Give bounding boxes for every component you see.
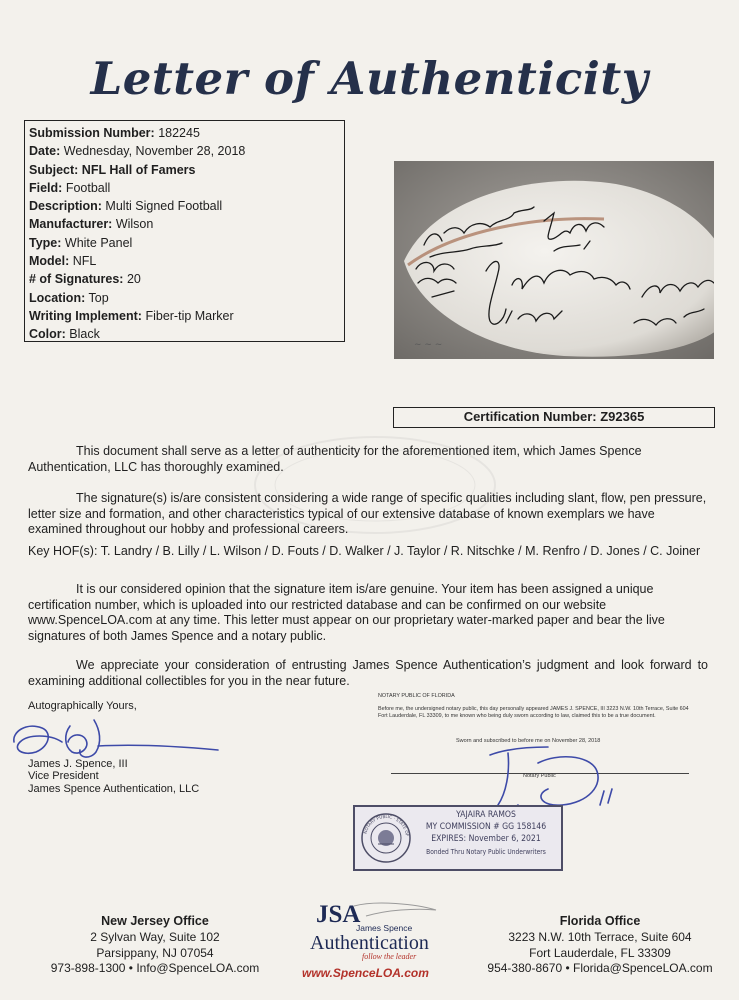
nj-office-contact: 973-898-1300 • Info@SpenceLOA.com <box>50 961 260 976</box>
florida-office <box>470 914 730 977</box>
paragraph-consistency: The signature(s) is/are consistent considering a wide range of specific qualities including slant, flow, pen pressure, letter size and formation, and other characteristics typical of our extensive database of known exemplars we have examined throughout our hobby and professional careers. <box>28 491 707 537</box>
closing-line: Autographically Yours, <box>28 700 137 712</box>
paragraph-appreciation: We appreciate your consideration of entrusting James Spence Authentication’s judgment and look forward to examining additional collectibles for you in the near future. <box>28 658 708 688</box>
logo-url: www.SpenceLOA.com <box>302 966 429 980</box>
detail-submission-number: Submission Number: 182245 <box>29 126 200 140</box>
logo-line2: Authentication <box>310 932 429 954</box>
logo-mark: JSA <box>316 901 361 928</box>
signer-role: Vice President <box>28 770 99 783</box>
fl-office-title: Florida Office <box>559 914 641 928</box>
seal-text: NOTARY PUBLIC · STATE OF <box>362 813 410 837</box>
nj-office-line1: 2 Sylvan Way, Suite 102 <box>90 929 220 944</box>
nj-office-title: New Jersey Office <box>101 914 209 928</box>
detail-signature-count: # of Signatures: 20 <box>29 272 141 287</box>
notary-public-label: Notary Public <box>523 773 556 779</box>
fl-office-contact: 954-380-8670 • Florida@SpenceLOA.com <box>487 961 713 976</box>
notary-name: YAJAIRA RAMOS <box>456 810 516 820</box>
fl-office-line2: Fort Lauderdale, FL 33309 <box>529 945 671 960</box>
signer-company: James Spence Authentication, LLC <box>28 782 200 795</box>
notary-heading: NOTARY PUBLIC OF FLORIDA <box>378 693 455 699</box>
fl-office-line1: 3223 N.W. 10th Terrace, Suite 604 <box>508 929 692 944</box>
notary-bonded: Bonded Thru Notary Public Underwriters <box>426 847 546 856</box>
detail-writing-implement: Writing Implement: Fiber-tip Marker <box>29 308 234 323</box>
detail-color: Color: Black <box>29 327 100 342</box>
detail-date: Date: Wednesday, November 28, 2018 <box>29 144 246 159</box>
detail-subject: Subject: NFL Hall of Famers <box>29 162 196 177</box>
stamp-text <box>413 809 559 858</box>
james-spence-signature <box>6 712 221 764</box>
football-lower-signatures: ~ ~ ~ <box>414 340 443 350</box>
notary-text: Before me, the undersigned notary public, this day personally appeared JAMES J. SPENCE, III 3223 N.W. 10th Terrace, Suite 604 Fort Lauderdale, FL 33309, to me known who being duly sworn according to law, claimed this to be a true document. <box>378 705 689 720</box>
new-jersey-office <box>25 914 285 977</box>
detail-model: Model: NFL <box>29 254 97 269</box>
paragraph-examination: This document shall serve as a letter of authenticity for the aforementioned item, which James Spence Authentication, LLC has thoroughly examined. <box>28 444 642 474</box>
notary-commission: MY COMMISSION # GG 158146 <box>425 822 547 833</box>
detail-description: Description: Multi Signed Football <box>29 199 223 214</box>
detail-location: Location: Top <box>29 290 109 305</box>
paragraph-opinion: It is our considered opinion that the signature item is/are genuine. Your item has been assigned a unique certification number, which is uploaded into our restricted database and can be confirmed on our website www.SpenceLOA.com at any time. This letter must appear on our proprietary water-marked paper and bear the live signatures of both James Spence and a notary public. <box>28 582 665 643</box>
certification-label: Certification Number: <box>463 409 597 424</box>
notary-seal-icon <box>360 812 412 864</box>
signer-block <box>28 758 199 795</box>
notary-expires: EXPIRES: November 6, 2021 <box>431 834 541 845</box>
logo-line1: James Spence <box>356 923 413 933</box>
signer-name: James J. Spence, III <box>28 758 128 770</box>
detail-manufacturer: Manufacturer: Wilson <box>29 217 154 232</box>
submission-details-box <box>24 120 345 342</box>
nj-office-line2: Parsippany, NJ 07054 <box>96 945 214 960</box>
jsa-logo <box>296 896 450 986</box>
detail-type: Type: White Panel <box>29 235 133 250</box>
certification-number: Z92365 <box>600 409 645 424</box>
signed-football-image <box>394 161 714 359</box>
certification-number-box <box>393 407 715 428</box>
key-hof-list: Key HOF(s): T. Landry / B. Lilly / L. Wilson / D. Fouts / D. Walker / J. Taylor / R. Nitschke / M. Renfro / D. Jones / C. Joiner <box>28 544 701 558</box>
football-photo <box>394 161 714 359</box>
notary-statement <box>378 693 698 721</box>
notary-stamp <box>353 805 563 871</box>
page-title: Letter of Authenticity <box>90 52 649 105</box>
notary-sworn-line: Sworn and subscribed to before me on November 28, 2018 <box>456 738 601 744</box>
detail-field: Field: Football <box>29 180 111 195</box>
logo-tagline: follow the leader <box>362 952 417 961</box>
